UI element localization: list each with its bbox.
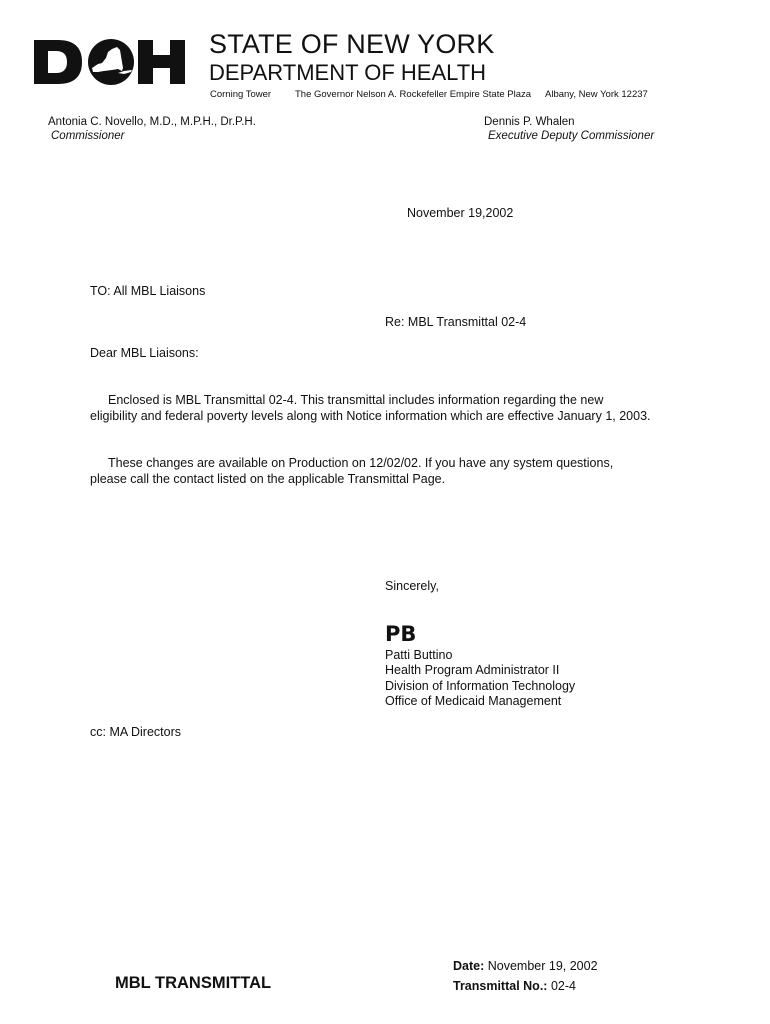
footer-transmittal-value: 02-4 (550, 979, 576, 993)
footer-title: MBL TRANSMITTAL (115, 974, 272, 992)
cc-line: cc: MA Directors (90, 725, 181, 739)
address-building: Corning Tower (210, 89, 272, 100)
letter-re: Re: MBL Transmittal 02-4 (385, 315, 527, 329)
signer-title: Health Program Administrator II (385, 663, 560, 677)
paragraph-2-text: These changes are available on Production on 12/02/02. If you have any system questions, please call the contact listed on the applicable Transmittal Page. (90, 456, 614, 486)
department-heading: DEPARTMENT OF HEALTH (209, 60, 487, 85)
deputy-commissioner-title: Executive Deputy Commissioner (488, 130, 655, 142)
footer-transmittal (453, 979, 576, 993)
signer-division: Division of Information Technology (385, 679, 576, 693)
signer-name: Patti Buttino (385, 648, 453, 662)
letter-to: TO: All MBL Liaisons (90, 284, 206, 298)
address-city: Albany, New York 12237 (545, 89, 648, 100)
signature: PB (385, 622, 417, 646)
commissioner-title: Commissioner (51, 130, 125, 142)
letter-date: November 19,2002 (407, 206, 514, 220)
closing: Sincerely, (385, 579, 439, 593)
footer-date-value: November 19, 2002 (487, 959, 598, 973)
doh-logo (32, 38, 188, 86)
state-heading: STATE OF NEW YORK (209, 29, 495, 59)
salutation: Dear MBL Liaisons: (90, 346, 199, 360)
paragraph-1-text: Enclosed is MBL Transmittal 02-4. This transmittal includes information regarding the new eligibility and federal poverty levels along with Notice information which are effective January 1, 2003. (90, 393, 651, 423)
footer-date-label: Date: (453, 959, 485, 973)
paragraph-2 (90, 455, 652, 487)
logo-letter-h (138, 40, 185, 84)
address-plaza: The Governor Nelson A. Rockefeller Empire State Plaza (295, 89, 532, 100)
footer-date (453, 959, 598, 973)
footer-transmittal-label: Transmittal No.: (453, 979, 548, 993)
signer-office: Office of Medicaid Management (385, 694, 562, 708)
commissioner-name: Antonia C. Novello, M.D., M.P.H., Dr.P.H. (48, 116, 256, 128)
paragraph-1 (90, 392, 652, 424)
logo-letter-d (34, 40, 82, 84)
deputy-commissioner-name: Dennis P. Whalen (484, 116, 575, 128)
